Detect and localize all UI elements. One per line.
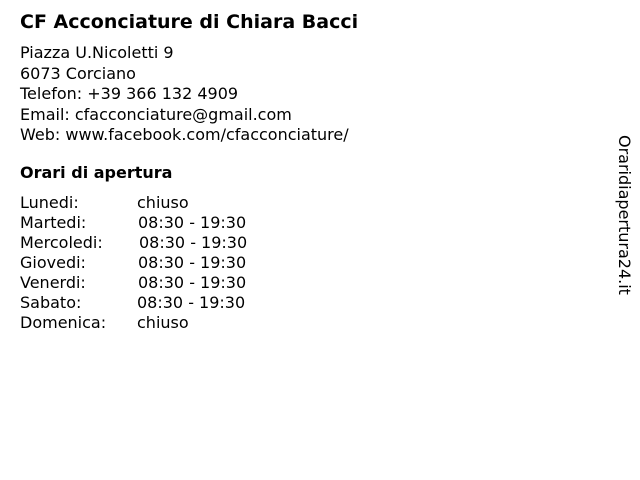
day-label: Mercoledi: <box>20 233 103 252</box>
site-watermark: Oraridiapertura24.it <box>615 135 634 295</box>
day-label: Venerdi: <box>20 273 86 292</box>
email-address: Email: cfacconciature@gmail.com <box>20 104 292 124</box>
day-label: Domenica: <box>20 313 107 332</box>
opening-hours-heading: Orari di apertura <box>20 163 173 182</box>
day-label: Lunedi: <box>20 193 79 212</box>
day-label: Martedi: <box>20 213 87 232</box>
city-postal: 6073 Corciano <box>20 63 136 83</box>
day-hours: 08:30 - 19:30 <box>137 293 246 312</box>
day-hours: chiuso <box>137 193 189 212</box>
business-name: CF Acconciature di Chiara Bacci <box>20 11 359 33</box>
website-url: Web: www.facebook.com/cfacconciature/ <box>20 125 349 144</box>
day-hours: 08:30 - 19:30 <box>138 213 247 232</box>
day-label: Giovedi: <box>20 253 86 272</box>
day-hours: chiuso <box>137 313 189 332</box>
street-address: Piazza U.Nicoletti 9 <box>20 43 174 62</box>
day-hours: 08:30 - 19:30 <box>138 273 247 292</box>
day-hours: 08:30 - 19:30 <box>138 253 247 272</box>
day-label: Sabato: <box>20 293 82 312</box>
phone-number: Telefon: +39 366 132 4909 <box>20 84 239 103</box>
contact-info <box>20 43 349 146</box>
day-hours: 08:30 - 19:30 <box>139 233 248 252</box>
